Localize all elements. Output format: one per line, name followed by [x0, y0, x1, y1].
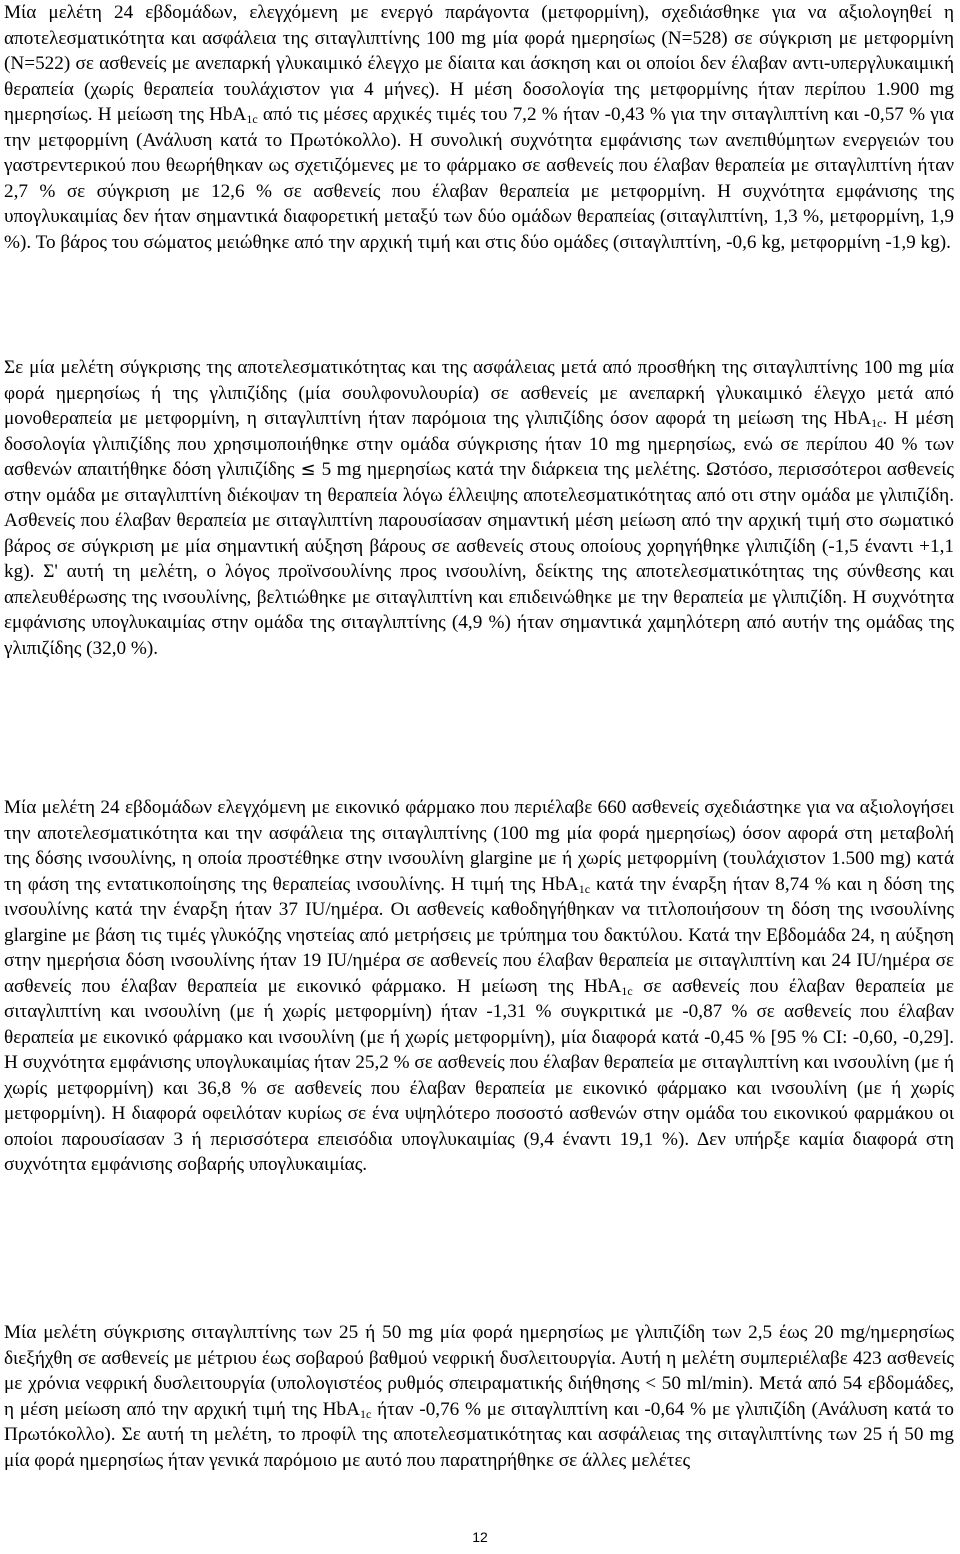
subscript: 1c	[578, 881, 591, 896]
paragraph-metformin-comparison-study	[4, 0, 954, 255]
paragraph-insulin-glargine-study	[4, 795, 954, 1178]
paragraph-renal-impairment-study	[4, 1320, 954, 1473]
text-segment: . Η μέση δοσολογία γλιπιζίδης που χρησιμοποιήθηκε στην ομάδα σύγκρισης ήταν 10 mg ημερησίως, ενώ σε περίπου 40 % των ασθενών απαιτήθηκε δόση γλιπιζίδης	[4, 408, 954, 480]
text-segment: 5 mg ημερησίως κατά την διάρκεια της μελέτης. Ωστόσο, περισσότεροι ασθενείς στην ομάδα με σιταγλιπτίνη διέκοψαν τη θεραπεία λόγω έλλειψης αποτελεσματικότητας από οτι στην ομάδα με γλιπιζίδη. Ασθενείς που έλαβαν θεραπεία με σιταγλιπτίνη παρουσίασαν σημαντική μέση μείωση από την αρχική τιμή στο σωματικό βάρος σε σύγκριση με μία σημαντική αύξηση βάρους σε ασθενείς στους οποίους χορηγήθηκε γλιπιζίδη (-1,5 έναντι +1,1 kg). Σ' αυτή τη μελέτη, ο λόγος προϊνσουλίνης προς ινσουλίνη, δείκτης της αποτελεσματικότητας της σύνθεσης και απελευθέρωσης της ινσουλίνης, βελτιώθηκε με σιταγλιπτίνη και επιδεινώθηκε με την θεραπεία με γλιπιζίδη. Η συχνότητα εμφάνισης υπογλυκαιμίας στην ομάδα της σιταγλιπτίνης (4,9 %) ήταν σημαντικά χαμηλότερη από αυτήν της ομάδας της γλιπιζίδης (32,0 %).	[4, 459, 954, 659]
less-or-equal-symbol: ≤	[300, 459, 316, 480]
text-segment: ήταν -0,76 % με σιταγλιπτίνη και -0,64 % με γλιπιζίδη (Ανάλυση κατά το Πρωτόκολλο). Σε αυτή τη μελέτη, το προφίλ της αποτελεσματικότητας και ασφάλειας της σιταγλιπτίνης των 25 ή 50 mg μία φορά ημερησίως ήταν γενικά παρόμοιο με αυτό που παρατηρήθηκε σε άλλες μελέτες	[4, 1398, 954, 1471]
text-segment: σε ασθενείς που έλαβαν θεραπεία με σιταγλιπτίνη και ινσουλίνη (με ή χωρίς μετφορμίνη) ήταν -1,31 % συγκριτικά με -0,87 % σε ασθενείς που έλαβαν θεραπεία με εικονικό φάρμακο και ινσουλίνη (με ή χωρίς μετφορμίνη), μία διαφορά κατά -0,45 % [95 % CI: -0,60, -0,29]. Η συχνότητα εμφάνισης υπογλυκαιμίας ήταν 25,2 % σε ασθενείς που έλαβαν θεραπεία με σιταγλιπτίνη και ινσουλίνη (με ή χωρίς μετφορμίνη) και 36,8 % σε ασθενείς που έλαβαν θεραπεία με εικονικό φάρμακο και ινσουλίνη (με ή χωρίς μετφορμίνη). Η διαφορά οφειλόταν κυρίως σε ένα υψηλότερο ποσοστό ασθενών στην ομάδα του εικονικού φαρμάκου οι οποίοι παρουσίασαν 3 ή περισσότερα επεισόδια υπογλυκαιμίας (9,4 έναντι 19,1 %). Δεν υπήρξε καμία διαφορά στη συχνότητα εμφάνισης σοβαρής υπογλυκαιμίας.	[4, 975, 954, 1175]
subscript: 1c	[359, 1406, 372, 1421]
page-number: 12	[472, 1529, 488, 1545]
subscript: 1c	[871, 416, 883, 430]
text-segment: Μία μελέτη 24 εβδομάδων ελεγχόμενη με εικονικό φάρμακο που περιέλαβε 660 ασθενείς σχεδιάστηκε για να αξιολογήσει την αποτελεσματικότητα και την ασφάλεια της σιταγλιπτίνης (100 mg μία φορά ημερησίως) όσον αφορά στη μεταβολή της δόσης ινσουλίνης, η οποία προστέθηκε στην ινσουλίνη glargine με ή χωρίς μετφορμίνη (τουλάχιστον 1.500 mg) κατά τη φάση της εντατικοποίησης της θεραπείας ινσουλίνης. Η τιμή της HbA	[4, 797, 954, 895]
paragraph-glipizide-comparison-study	[4, 355, 954, 661]
text-segment: Μία μελέτη 24 εβδομάδων, ελεγχόμενη με ενεργό παράγοντα (μετφορμίνη), σχεδιάσθηκε για να αξιολογηθεί η αποτελεσματικότητα και ασφάλεια της σιταγλιπτίνης 100 mg μία φορά ημερησίως (N=528) σε σύγκριση με μετφορμίνη (N=522) σε ασθενείς με ανεπαρκή γλυκαιμικό έλεγχο με δίαιτα και άσκηση και οι οποίοι δεν έλαβαν αντι-υπεργλυκαιμική θεραπεία (χωρίς θεραπεία τουλάχιστον για 4 μήνες). Η μέση δοσολογία της μετφορμίνης ήταν περίπου 1.900 mg ημερησίως. Η μείωση της HbA	[4, 2, 954, 125]
text-segment: από τις μέσες αρχικές τιμές του 7,2 % ήταν -0,43 % για την σιταγλιπτίνη και -0,57 % για την μετφορμίνη (Ανάλυση κατά το Πρωτόκολλο). Η συνολική συχνότητα εμφάνισης των ανεπιθύμητων ενεργειών του γαστρεντερικού που θεωρήθηκαν ως σχετιζόμενες με το φάρμακο σε ασθενείς που έλαβαν θεραπεία με σιταγλιπτίνη ήταν 2,7 % σε σύγκριση με 12,6 % σε ασθενείς που έλαβαν θεραπεία με μετφορμίνη. Η συχνότητα εμφάνισης της υπογλυκαιμίας δεν ήταν σημαντικά διαφορετική μεταξύ των δύο ομάδων θεραπείας (σιταγλιπτίνη, 1,3 %, μετφορμίνη, 1,9 %). Το βάρος του σώματος μειώθηκε από την αρχική τιμή και στις δύο ομάδες (σιταγλιπτίνη, -0,6 kg, μετφορμίνη -1,9 kg).	[4, 104, 954, 253]
text-segment: Σε μία μελέτη σύγκρισης της αποτελεσματικότητας και της ασφάλειας μετά από προσθήκη της σιταγλιπτίνης 100 mg μία φορά ημερησίως ή της γλιπιζίδης (μία σουλφονυλουρία) σε ασθενείς με ανεπαρκή γλυκαιμικό έλεγχο μετά από μονοθεραπεία με μετφορμίνη, η σιταγλιπτίνη ήταν παρόμοια της γλιπιζίδης όσον αφορά τη μείωση της HbA	[4, 357, 954, 429]
subscript: 1c	[246, 112, 258, 126]
subscript: 1c	[621, 983, 633, 998]
text-segment: κατά την έναρξη ήταν 8,74 % και η δόση της ινσουλίνης κατά την έναρξη ήταν 37 IU/ημέρα. Οι ασθενείς καθοδηγήθηκαν να τιτλοποιήσουν τη δόση της ινσουλίνης glargine με βάση τις τιμές γλυκόζης νηστείας από μετρήσεις με τρύπημα του δακτύλου. Κατά την Εβδομάδα 24, η αύξηση στην ημερήσια δόση ινσουλίνης ήταν 19 IU/ημέρα σε ασθενείς που έλαβαν θεραπεία με σιταγλιπτίνη και 24 IU/ημέρα σε ασθενείς που έλαβαν θεραπεία με εικονικό φάρμακο. Η μείωση της HbA	[4, 873, 955, 997]
text-segment: Μία μελέτη σύγκρισης σιταγλιπτίνης των 25 ή 50 mg μία φορά ημερησίως με γλιπιζίδη των 2,5 έως 20 mg/ημερησίως διεξήχθη σε ασθενείς με μέτριου έως σοβαρού βαθμού νεφρική δυσλειτουργία. Αυτή η μελέτη συμπεριέλαβε 423 ασθενείς με χρόνια νεφρική δυσλειτουργία (υπολογιστέος ρυθμός σπειραματικής διήθησης < 50 ml/min). Μετά από 54 εβδομάδες, η μέση μείωση από την αρχική τιμή της HbA	[4, 1322, 954, 1420]
